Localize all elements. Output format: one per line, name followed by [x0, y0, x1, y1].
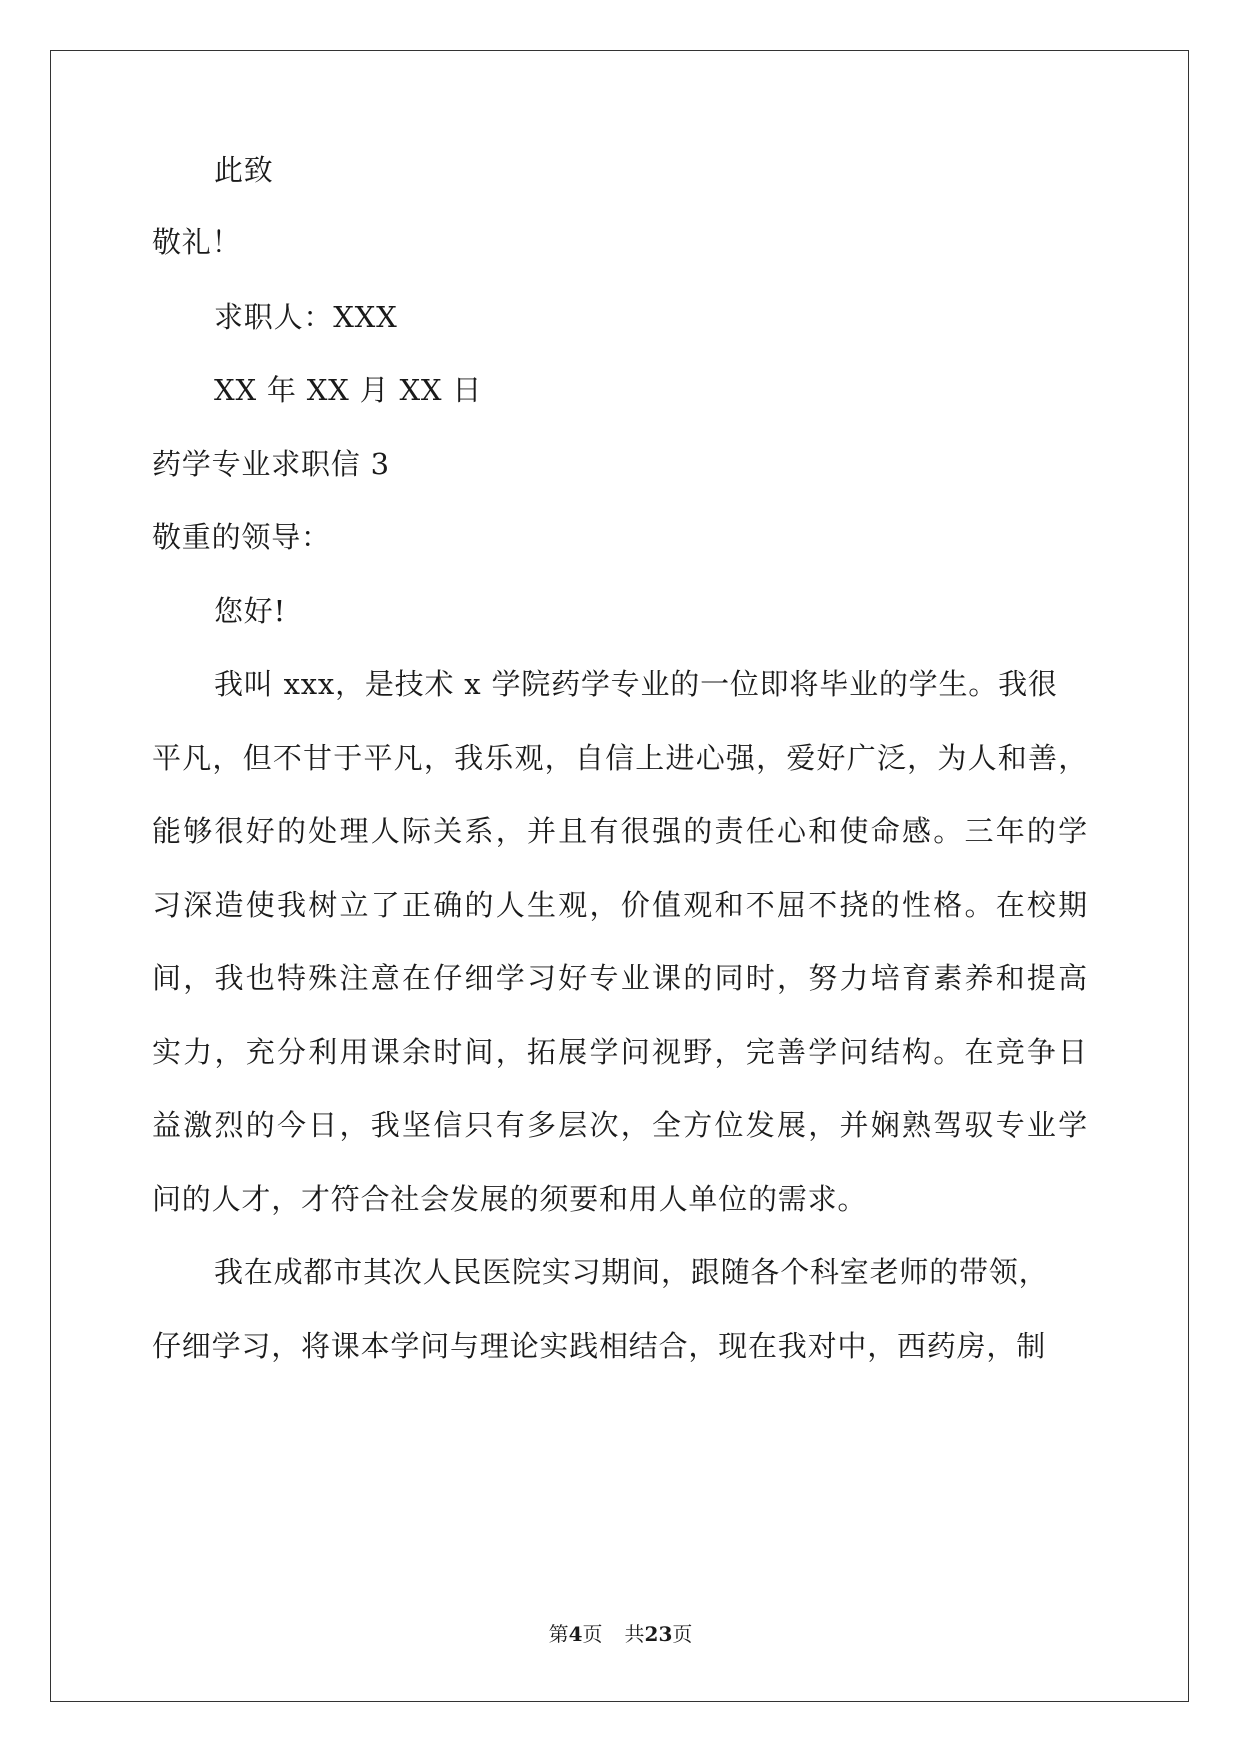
footer-page-suffix: 页	[582, 1622, 603, 1646]
date-line: XX 年 XX 月 XX 日	[214, 373, 483, 407]
footer-total-suffix: 页	[672, 1622, 693, 1646]
closing-line: 此致	[214, 153, 274, 187]
hello-line: 您好!	[214, 594, 287, 628]
salute-line: 敬礼！	[152, 225, 242, 259]
section-title: 药学专业求职信 3	[152, 447, 390, 481]
footer-total-prefix: 共	[624, 1622, 645, 1646]
paragraph1-line: 益激烈的今日，我坚信只有多层次，全方位发展，并娴熟驾驭专业学	[152, 1108, 1088, 1142]
paragraph1-line: 习深造使我树立了正确的人生观，价值观和不屈不挠的性格。在校期	[152, 888, 1088, 922]
paragraph1-line: 平凡，但不甘于平凡，我乐观，自信上进心强，爱好广泛，为人和善，	[152, 741, 1088, 775]
greeting-line: 敬重的领导：	[152, 520, 331, 554]
paragraph2-line: 仔细学习，将课本学问与理论实践相结合，现在我对中，西药房，制	[152, 1329, 1047, 1363]
footer-total-pages: 23	[644, 1622, 673, 1646]
page-footer	[0, 1620, 1241, 1648]
paragraph1-line: 实力，充分利用课余时间，拓展学问视野，完善学问结构。在竞争日	[152, 1035, 1088, 1069]
paragraph1-line: 间，我也特殊注意在仔细学习好专业课的同时，努力培育素养和提高	[152, 961, 1088, 995]
footer-page-number: 4	[568, 1622, 583, 1646]
paragraph1-line: 能够很好的处理人际关系，并且有很强的责任心和使命感。三年的学	[152, 814, 1088, 848]
paragraph1-line: 我叫 xxx，是技术 x 学院药学专业的一位即将毕业的学生。我很	[214, 667, 1058, 701]
footer-prefix: 第	[548, 1622, 569, 1646]
paragraph1-line: 问的人才，才符合社会发展的须要和用人单位的需求。	[152, 1182, 868, 1216]
signature-line: 求职人：XXX	[214, 300, 398, 334]
paragraph2-line: 我在成都市其次人民医院实习期间，跟随各个科室老师的带领，	[214, 1255, 1049, 1289]
